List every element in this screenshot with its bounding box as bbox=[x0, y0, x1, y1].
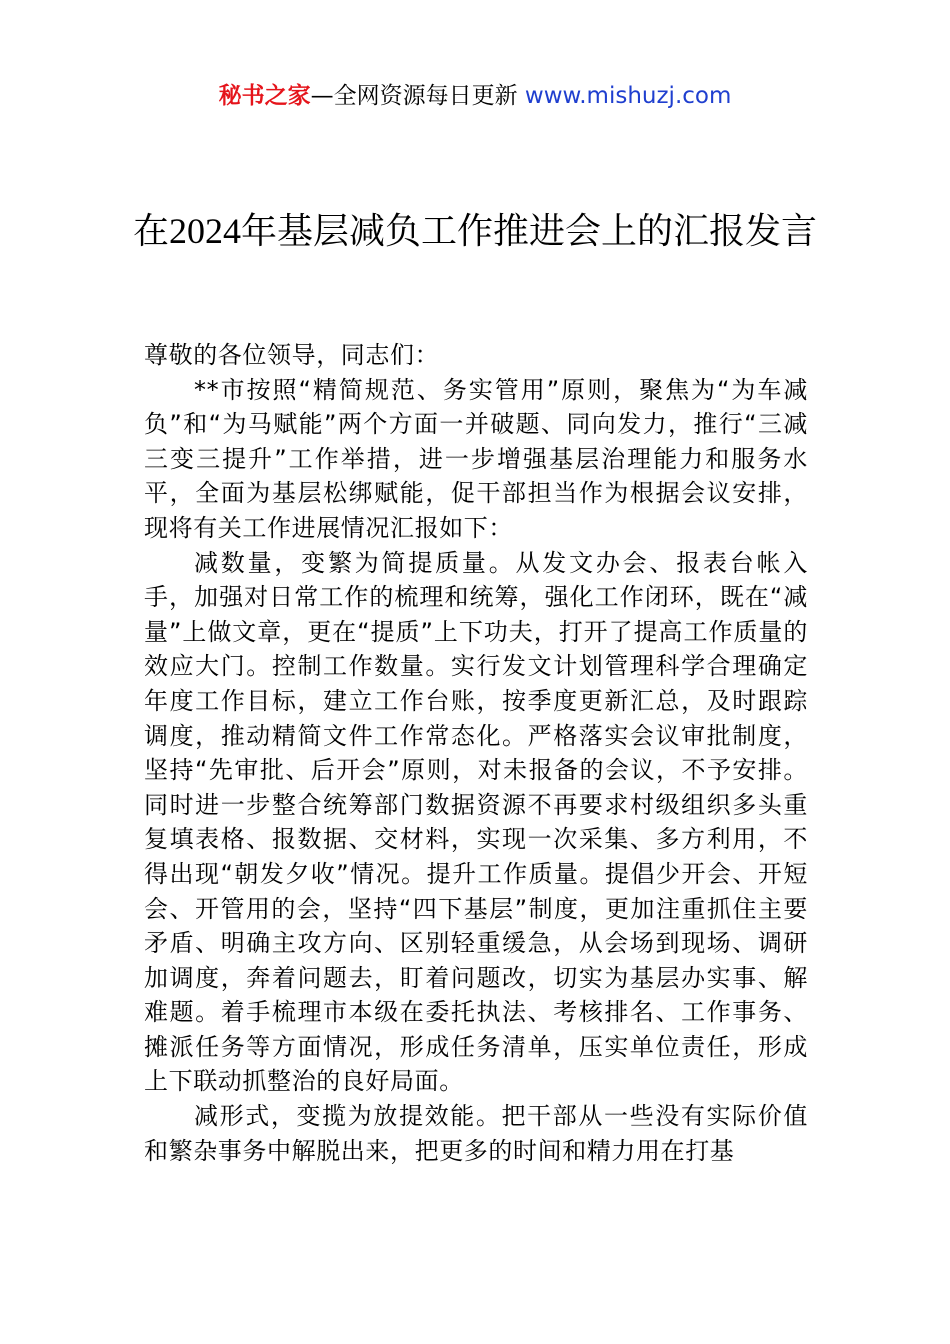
site-tagline: —全网资源每日更新 bbox=[310, 83, 518, 109]
title-year: 2024 bbox=[169, 211, 241, 252]
paragraph-reduce-formalism: 减形式，变揽为放提效能。把干部从一些没有实际价值和繁杂事务中解脱出来，把更多的时间和精力用在打基 bbox=[144, 1102, 808, 1165]
site-url-link[interactable]: www.mishuzj.com bbox=[524, 83, 732, 109]
site-header bbox=[0, 80, 950, 112]
title-rest: 年基层减负工作推进会上的汇报发言 bbox=[241, 211, 818, 253]
document-body bbox=[144, 338, 808, 1168]
title-prefix: 在 bbox=[132, 211, 169, 253]
paragraph-intro: **市按照“精简规范、务实管用”原则，聚焦为“为车减负”和“为马赋能”两个方面一并破题、同向发力，推行“三减三变三提升”工作举措，进一步增强基层治理能力和服务水平，全面为基层松绑赋能，促干部担当作为根据会议安排，现将有关工作进展情况汇报如下： bbox=[144, 375, 808, 542]
document-title bbox=[120, 192, 830, 271]
salutation: 尊敬的各位领导，同志们： bbox=[144, 341, 440, 369]
site-brand: 秘书之家 bbox=[218, 83, 311, 109]
paragraph-reduce-quantity: 减数量，变繁为简提质量。从发文办会、报表台帐入手，加强对日常工作的梳理和统筹，强化工作闭环，既在“减量”上做文章，更在“提质”上下功夫，打开了提高工作质量的效应大门。控制工作数量。实行发文计划管理科学合理确定年度工作目标，建立工作台账，按季度更新汇总，及时跟踪调度，推动精简文件工作常态化。严格落实会议审批制度，坚持“先审批、后开会”原则，对未报备的会议，不予安排。同时进一步整合统筹部门数据资源不再要求村级组织多头重复填表格、报数据、交材料，实现一次采集、多方利用，不得出现“朝发夕收”情况。提升工作质量。提倡少开会、开短会、开管用的会，坚持“四下基层”制度，更加注重抓住主要矛盾、明确主攻方向、区别轻重缓急，从会场到现场、调研加调度，奔着问题去，盯着问题改，切实为基层办实事、解难题。着手梳理市本级在委托执法、考核排名、工作事务、摊派任务等方面情况，形成任务清单，压实单位责任，形成上下联动抓整治的良好局面。 bbox=[144, 548, 808, 1096]
